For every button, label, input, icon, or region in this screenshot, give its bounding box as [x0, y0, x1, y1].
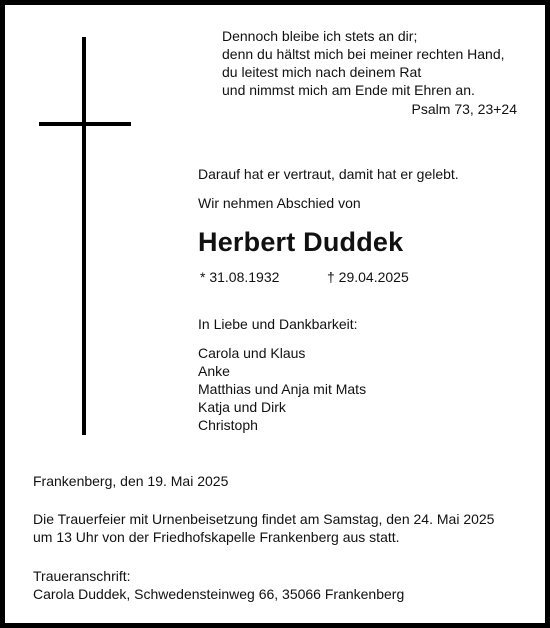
- trust-line: Darauf hat er vertraut, damit hat er gelebt.: [198, 166, 459, 182]
- address: Carola Duddek, Schwedensteinweg 66, 35066 Frankenberg: [33, 586, 405, 602]
- verse-line-4: und nimmst mich am Ende mit Ehren an.: [222, 82, 475, 98]
- verse-line-3: du leitest mich nach deinem Rat: [222, 64, 422, 80]
- mourner-name: Matthias und Anja mit Mats: [198, 381, 367, 397]
- mourner-name: Christoph: [198, 417, 258, 433]
- deceased-name: Herbert Duddek: [198, 227, 404, 257]
- mourners-heading: In Liebe und Dankbarkeit:: [198, 316, 358, 332]
- death-date: † 29.04.2025: [327, 269, 409, 285]
- farewell-line: Wir nehmen Abschied von: [198, 195, 361, 211]
- mourner-name: Carola und Klaus: [198, 345, 306, 361]
- birth-date: * 31.08.1932: [200, 269, 280, 285]
- cross-horizontal-bar: [39, 122, 131, 126]
- verse-reference: Psalm 73, 23+24: [411, 101, 517, 117]
- address-label: Traueranschrift:: [33, 568, 131, 584]
- mourner-name: Anke: [198, 363, 230, 379]
- verse-line-2: denn du hältst mich bei meiner rechten Hand,: [222, 46, 505, 62]
- ceremony-line-1: Die Trauerfeier mit Urnenbeisetzung findet am Samstag, den 24. Mai 2025: [33, 511, 495, 527]
- mourner-name: Katja und Dirk: [198, 399, 286, 415]
- place-date: Frankenberg, den 19. Mai 2025: [33, 473, 229, 489]
- ceremony-line-2: um 13 Uhr von der Friedhofskapelle Frankenberg aus statt.: [33, 529, 400, 545]
- cross-vertical-bar: [82, 37, 86, 435]
- verse-line-1: Dennoch bleibe ich stets an dir;: [222, 28, 418, 44]
